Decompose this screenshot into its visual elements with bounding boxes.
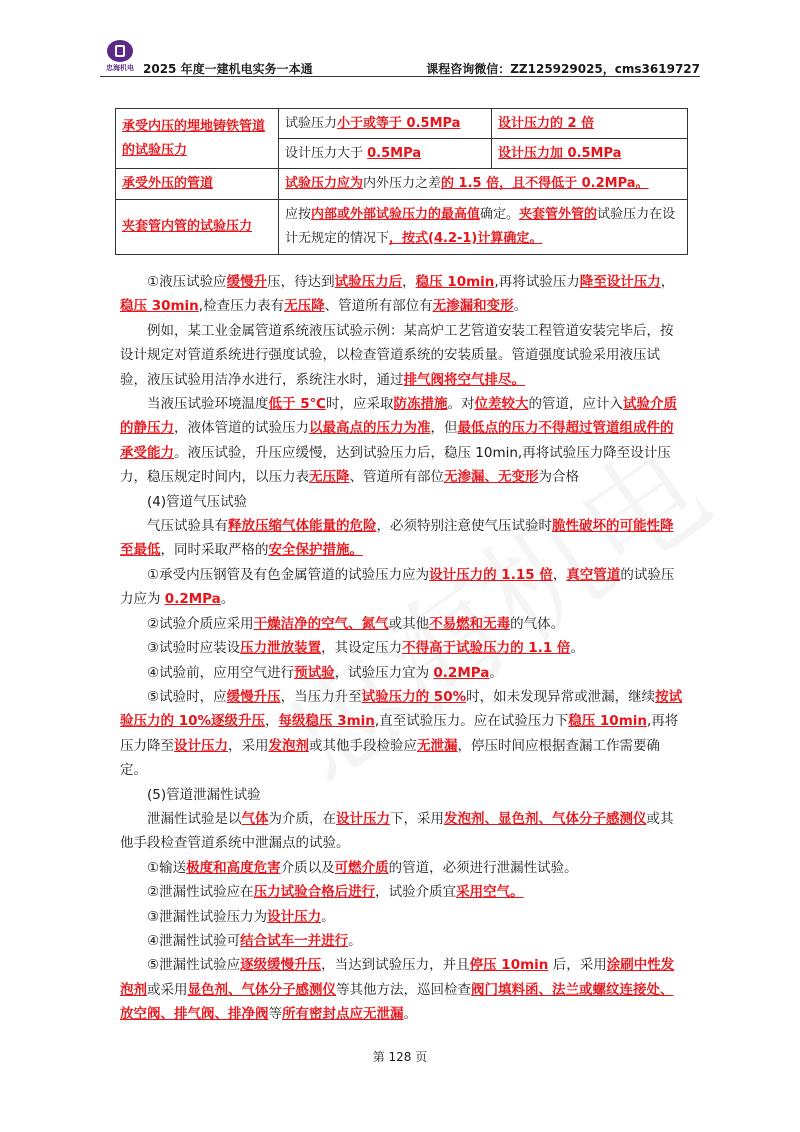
- table-cell: [492, 109, 688, 139]
- highlight: 设计压力: [336, 810, 390, 827]
- text: ①输送: [147, 859, 187, 876]
- text: ，试验介质宜: [375, 884, 457, 901]
- highlight: 压力泄放装置: [240, 640, 322, 657]
- text: ④泄漏性试验可: [147, 932, 241, 949]
- highlight: 设计压力的 1.15 倍: [429, 566, 553, 583]
- highlight: 逐级缓慢升压: [240, 957, 322, 974]
- section-heading: (4)管道气压试验: [147, 493, 248, 510]
- highlight: 试验介质的静压力: [120, 396, 677, 437]
- table-cell: [279, 139, 492, 169]
- highlight: 0.2MPa: [164, 591, 221, 608]
- text: ，: [402, 274, 416, 290]
- cell-text: 确定。: [480, 207, 520, 222]
- paragraph: [120, 514, 685, 563]
- page-header: [100, 40, 700, 77]
- text: 等其他方法，巡回检查: [336, 981, 471, 998]
- highlight: 0.2MPa: [433, 664, 490, 681]
- highlight: 无压降: [309, 469, 350, 486]
- logo: [100, 40, 140, 72]
- gear-icon: [107, 40, 133, 62]
- paragraph: [120, 880, 685, 904]
- text: 当液压试验环境温度: [147, 396, 269, 413]
- highlight: 每级稳压 3min: [278, 713, 375, 730]
- table-cell: [279, 200, 688, 255]
- text: ，停压时间应根据查漏工作需要确定。: [120, 737, 660, 779]
- highlight: 可燃介质: [334, 859, 389, 876]
- text: ，但: [430, 420, 458, 437]
- highlight: 防冻措施: [393, 396, 448, 413]
- text: 、管道所有部位有: [324, 298, 433, 315]
- paragraph: [120, 807, 685, 856]
- cell-text: 内外压力之差: [363, 176, 442, 191]
- highlight: 设计压力: [267, 908, 322, 925]
- highlight: 排气阀将空气排尽。: [403, 371, 525, 388]
- paragraph: [120, 685, 685, 783]
- logo-text: 忠海机电: [106, 64, 134, 72]
- paragraph: [120, 953, 685, 1026]
- highlight: 释放压缩气体能量的危险: [228, 518, 377, 535]
- paragraph: [120, 905, 685, 929]
- highlight: 停压 10min: [469, 957, 549, 974]
- paragraph: [120, 612, 685, 636]
- text: 。: [403, 1006, 417, 1023]
- text: 等: [268, 1006, 282, 1023]
- page-body: [120, 270, 685, 1027]
- text: 。液压试验，升压应缓慢，达到试验压力后，稳压 10min,再将试验压力降至设计压力，稳压规定时间内，以压力表: [120, 444, 671, 486]
- highlight: 安全保护措施。: [268, 542, 363, 559]
- cell-highlight: 0.5MPa: [367, 145, 422, 161]
- text: 或采用: [147, 981, 188, 998]
- text: ①液压试验应: [147, 274, 227, 290]
- highlight: 极度和高度危害: [186, 859, 281, 876]
- highlight: 阀门填料函、法兰或螺纹连接处、放空阀、排气阀、排净阀: [120, 981, 674, 1023]
- cell-text: 试验压力: [285, 115, 338, 131]
- highlight: 设计压力: [174, 737, 228, 754]
- cell-highlight: 设计压力的 2 倍: [498, 115, 595, 131]
- text: 时，应采取: [325, 396, 394, 413]
- cell-highlight: 小于或等于 0.5MPa: [337, 115, 461, 131]
- text: 。: [321, 908, 335, 925]
- section-heading: (5)管道泄漏性试验: [147, 786, 261, 803]
- text: 或其他: [388, 615, 430, 632]
- header-contact: 课程咨询微信：ZZ125929025，cms3619727: [426, 62, 700, 76]
- highlight: 不易燃和无毒: [429, 615, 511, 632]
- text: ①承受内压钢管及有色金属管道的试验压力应为: [147, 566, 430, 583]
- text: 泄漏性试验是以: [147, 810, 242, 827]
- text: 介质以及: [280, 859, 335, 876]
- highlight: 预试验: [294, 664, 335, 681]
- table-row: [116, 109, 688, 139]
- text: ,再将试验压力: [494, 274, 580, 290]
- cell-text: 应按: [285, 207, 312, 222]
- highlight: 以最高点的压力为准: [309, 420, 431, 437]
- table-row: [116, 200, 688, 255]
- text: 。: [570, 640, 584, 657]
- text: ，当达到试验压力，并且: [321, 957, 470, 974]
- text: 的管道，必须进行泄漏性试验。: [388, 859, 578, 876]
- cell-highlight: ，按式(4.2-1)计算确定。: [389, 231, 543, 246]
- highlight: 最低点的压力不得超过管道组成件的承受能力: [120, 420, 674, 461]
- text: ，试验压力宜为: [334, 664, 434, 681]
- text: ，采用: [228, 737, 269, 754]
- text: ，同时采取严格的: [160, 542, 269, 559]
- text: ,再将压力降至: [120, 713, 679, 754]
- text: 。: [348, 932, 362, 949]
- table-row: [116, 169, 688, 200]
- highlight: 稳压 10min: [568, 713, 648, 730]
- table-cell: [492, 139, 688, 169]
- text: 下，采用: [390, 810, 444, 827]
- header-title: 2025 年度一建机电实务一本通: [143, 62, 313, 76]
- highlight: 位差较大: [474, 396, 529, 413]
- highlight: 结合试车一并进行: [240, 932, 349, 949]
- paragraph: [120, 563, 685, 612]
- cell-highlight: 内部或外部试验压力的最高值: [311, 207, 481, 222]
- highlight: 无渗漏和变形: [432, 298, 514, 315]
- text: 气压试验具有: [147, 518, 228, 535]
- highlight: 显色剂、气体分子感测仪: [187, 981, 336, 998]
- highlight: 试验压力后: [334, 274, 403, 290]
- highlight: 压力试验合格后进行: [253, 884, 376, 901]
- highlight: 不得高于试验压力的 1.1 倍: [402, 640, 571, 657]
- highlight: 干燥洁净的空气、氮气: [253, 615, 389, 632]
- cell-highlight: 夹套管外管的: [519, 207, 598, 222]
- text: 时，如未发现异常或泄漏，继续: [466, 688, 656, 705]
- text: 。: [220, 591, 235, 608]
- highlight: 试验压力的 50%: [361, 688, 467, 705]
- paragraph: [120, 319, 685, 392]
- highlight: 发泡剂、显色剂、气体分子感测仪: [444, 810, 647, 827]
- text: ④试验前，应用空气进行: [147, 664, 295, 681]
- text: ，液体管道的试验压力: [174, 420, 309, 437]
- table-cell: [279, 109, 492, 139]
- text: 例如，某工业金属管道系统液压试验示例：某高炉工艺管道安装工程管道安装完毕后，按设计规定对管道系统进行强度试验，以检查管道系统的安装质量。管道强度试验采用液压试验，液压试验用洁净水进行，系统注水时，通过: [120, 322, 674, 388]
- cell-highlight: 试验压力应为: [285, 176, 364, 191]
- text: ，当压力升至: [280, 688, 362, 705]
- highlight: 气体: [241, 810, 269, 827]
- paragraph: [120, 929, 685, 953]
- text: 或其他手段检验应: [309, 737, 417, 754]
- text: 的气体。: [510, 615, 565, 632]
- text: ，: [265, 713, 279, 730]
- highlight: 无泄漏: [417, 737, 458, 754]
- text: ，必须特别注意使气压试验时: [376, 518, 552, 535]
- text: ，: [552, 566, 567, 583]
- text: 、管道所有部位: [349, 469, 444, 486]
- row-heading: 承受外压的管道: [122, 176, 214, 191]
- highlight: 涂刷中性发泡剂: [120, 957, 675, 998]
- row-heading: 承受内压的埋地铸铁管道的试验压力: [122, 118, 266, 158]
- highlight: 稳压 10min: [415, 274, 495, 290]
- highlight: 缓慢升压: [226, 688, 281, 705]
- table-cell: [116, 109, 279, 169]
- text: 。: [489, 664, 503, 681]
- text: ②泄漏性试验应在: [147, 884, 254, 901]
- highlight: 发泡剂: [268, 737, 309, 754]
- text: 或其他手段检查管道系统中泄漏点的试验。: [120, 810, 674, 852]
- paragraph: [120, 270, 685, 319]
- highlight: 脆性破坏的可能性降至最低: [120, 518, 674, 559]
- highlight: 真空管道: [566, 566, 621, 583]
- highlight: 无渗漏、无变形: [444, 469, 539, 486]
- text: 的管道，应计入: [528, 396, 623, 413]
- text: ，: [660, 274, 675, 290]
- highlight: 采用空气。: [456, 884, 524, 901]
- text: 。: [513, 298, 528, 315]
- highlight: 按试验压力的 10%逐级升压: [120, 688, 683, 730]
- cell-text: 设计压力大于: [285, 145, 368, 161]
- text: ，其设定压力: [321, 640, 403, 657]
- highlight: 降至设计压力: [579, 274, 661, 290]
- row-heading: 夹套管内管的试验压力: [122, 219, 253, 234]
- page-number: 第 128 页: [372, 1050, 428, 1064]
- text: 的试验压力应为: [120, 566, 675, 608]
- text: ⑤试验时，应: [147, 688, 227, 705]
- text: ,直至试验压力。应在试验压力下: [374, 713, 569, 730]
- paragraph: [120, 636, 685, 660]
- pressure-table: [115, 108, 688, 255]
- paragraph: [120, 661, 685, 685]
- text: 为合格: [538, 469, 579, 486]
- table-cell: [116, 169, 279, 200]
- highlight: 低于 5℃: [268, 396, 326, 413]
- text: 。对: [447, 396, 475, 413]
- text: ,检查压力表有: [198, 298, 285, 315]
- highlight: 无压降: [284, 298, 325, 315]
- text: ⑤泄漏性试验应: [147, 957, 241, 974]
- text: ③试验时应装设: [147, 640, 241, 657]
- table-cell: [279, 169, 688, 200]
- text: ②试验介质应采用: [147, 615, 254, 632]
- highlight: 稳压 30min: [120, 298, 199, 315]
- highlight: 缓慢升: [226, 274, 268, 290]
- cell-highlight: 设计压力加 0.5MPa: [498, 145, 622, 161]
- text: ③泄漏性试验压力为: [147, 908, 268, 925]
- cell-highlight: 的 1.5 倍，且不得低于 0.2MPa。: [441, 176, 649, 191]
- paragraph: [120, 856, 685, 880]
- highlight: 所有密封点应无泄漏: [282, 1006, 404, 1023]
- paragraph: [120, 392, 685, 490]
- cell-text: 试验压力在设计无规定的情况下: [285, 207, 676, 246]
- text: 压，待达到: [267, 274, 335, 290]
- text: 后，采用: [548, 957, 607, 974]
- table-cell: [116, 200, 279, 255]
- text: 为介质，在: [268, 810, 336, 827]
